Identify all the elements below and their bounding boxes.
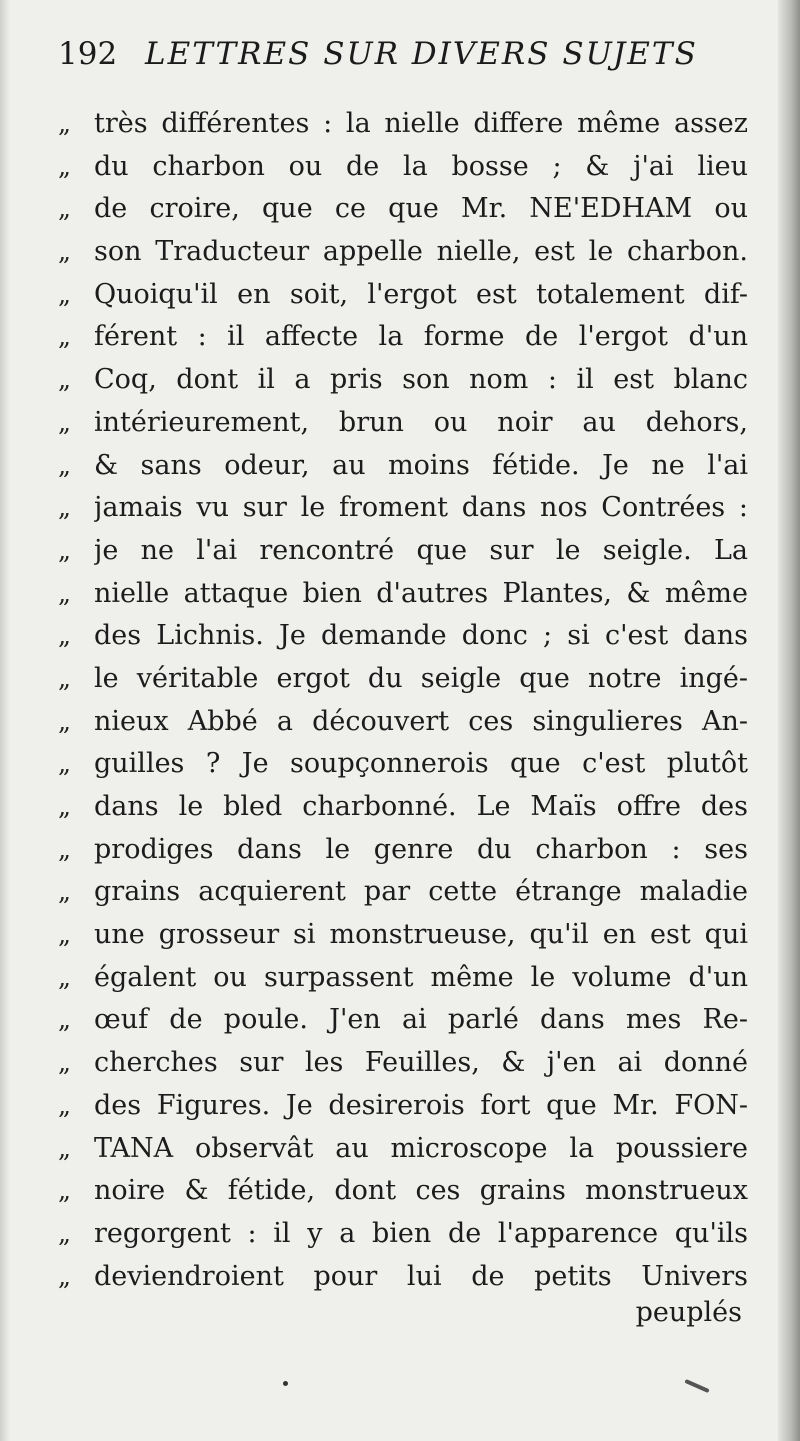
quotation-mark: „ (58, 450, 71, 480)
quotation-mark: „ (58, 322, 71, 352)
text-line (58, 957, 748, 1000)
line-text: prodiges dans le genre du charbon : ses (94, 833, 748, 865)
quotation-mark: „ (58, 706, 71, 736)
text-line (58, 103, 748, 146)
text-line (58, 402, 748, 445)
line-text: des Figures. Je desirerois fort que Mr. FON- (94, 1089, 748, 1121)
line-text: une grosseur si monstrueuse, qu'il en est qui (94, 919, 748, 951)
text-line (58, 1085, 748, 1128)
line-text: le véritable ergot du seigle que notre ingé- (94, 662, 748, 694)
line-text: nielle attaque bien d'autres Plantes, & même (94, 577, 748, 609)
line-text: jamais vu sur le froment dans nos Contrées : (94, 492, 748, 524)
line-text: son Traducteur appelle nielle, est le charbon. (94, 236, 748, 268)
text-line (58, 743, 748, 786)
text-line (58, 658, 748, 701)
text-line (58, 231, 748, 274)
line-text: Coq, dont il a pris son nom : il est blanc (94, 364, 748, 396)
ink-spot (283, 1381, 288, 1386)
quotation-mark: „ (58, 621, 71, 651)
quotation-mark: „ (58, 1090, 71, 1120)
text-line (58, 1170, 748, 1213)
quotation-mark: „ (58, 109, 71, 138)
text-line (58, 701, 748, 744)
quotation-mark: „ (58, 535, 71, 565)
quotation-mark: „ (58, 834, 71, 864)
text-line (58, 786, 748, 829)
quotation-mark: „ (58, 749, 71, 779)
quotation-mark: „ (58, 407, 71, 437)
text-line (58, 829, 748, 872)
text-line (58, 359, 748, 402)
ink-scratch (684, 1379, 709, 1393)
quotation-mark: „ (58, 279, 71, 309)
line-text: intérieurement, brun ou noir au dehors, (94, 406, 748, 438)
quotation-mark: „ (58, 1218, 71, 1248)
text-line (58, 445, 748, 488)
quotation-mark: „ (58, 151, 71, 181)
quotation-mark: „ (58, 920, 71, 950)
text-line (58, 999, 748, 1042)
text-line (58, 615, 748, 658)
line-text: de croire, que ce que Mr. NE'EDHAM ou (94, 193, 748, 225)
text-line (58, 871, 748, 914)
line-text: Quoiqu'il en soit, l'ergot est totalement dif- (94, 278, 748, 310)
line-text: égalent ou surpassent même le volume d'un (94, 961, 748, 993)
quotation-mark: „ (58, 1176, 71, 1206)
text-line (58, 146, 748, 189)
text-line (58, 1213, 748, 1256)
page-right-edge (778, 0, 800, 1441)
line-text: grains acquierent par cette étrange maladie (94, 876, 748, 908)
text-line (58, 188, 748, 231)
quotation-mark: „ (58, 1133, 71, 1163)
quotation-mark: „ (58, 578, 71, 608)
quotation-mark: „ (58, 1261, 71, 1291)
body-text (58, 103, 748, 1298)
line-text: regorgent : il y a bien de l'apparence qu'ils (94, 1217, 748, 1249)
line-text: noire & fétide, dont ces grains monstrueux (94, 1175, 748, 1207)
text-line (58, 1128, 748, 1171)
line-text: œuf de poule. J'en ai parlé dans mes Re- (94, 1004, 748, 1036)
text-line (58, 1256, 748, 1299)
line-text: guilles ? Je soupçonnerois que c'est plutôt (94, 748, 748, 780)
quotation-mark: „ (58, 1005, 71, 1035)
line-text: TANA observât au microscope la poussiere (94, 1132, 748, 1164)
line-text: nieux Abbé a découvert ces singulieres An- (94, 705, 748, 737)
catchword: peuplés (635, 1297, 742, 1328)
quotation-mark: „ (58, 792, 71, 821)
quotation-mark: „ (58, 365, 71, 395)
line-text: & sans odeur, au moins fétide. Je ne l'ai (94, 449, 748, 481)
running-head (58, 36, 758, 82)
quotation-mark: „ (58, 194, 71, 224)
line-text: je ne l'ai rencontré que sur le seigle. La (94, 534, 748, 566)
text-line (58, 487, 748, 530)
quotation-mark: „ (58, 1048, 71, 1078)
line-text: du charbon ou de la bosse ; & j'ai lieu (94, 150, 748, 182)
line-text: des Lichnis. Je demande donc ; si c'est dans (94, 620, 748, 652)
line-text: férent : il affecte la forme de l'ergot d'un (94, 321, 748, 353)
page-number: 192 (58, 36, 118, 72)
quotation-mark: „ (58, 663, 71, 693)
text-line (58, 914, 748, 957)
text-line (58, 530, 748, 573)
line-text: cherches sur les Feuilles, & j'en ai donné (94, 1047, 748, 1079)
quotation-mark: „ (58, 237, 71, 267)
text-line (58, 573, 748, 616)
line-text: très différentes : la nielle differe même assez (94, 108, 748, 139)
line-text: deviendroient pour lui de petits Univers (94, 1260, 748, 1292)
quotation-mark: „ (58, 493, 71, 523)
quotation-mark: „ (58, 877, 71, 907)
page-left-edge (0, 0, 10, 1441)
text-line (58, 316, 748, 359)
text-line (58, 274, 748, 317)
running-title: LETTRES SUR DIVERS SUJETS (145, 36, 698, 72)
line-text: dans le bled charbonné. Le Maïs offre des (94, 791, 748, 822)
text-line (58, 1042, 748, 1085)
quotation-mark: „ (58, 962, 71, 992)
